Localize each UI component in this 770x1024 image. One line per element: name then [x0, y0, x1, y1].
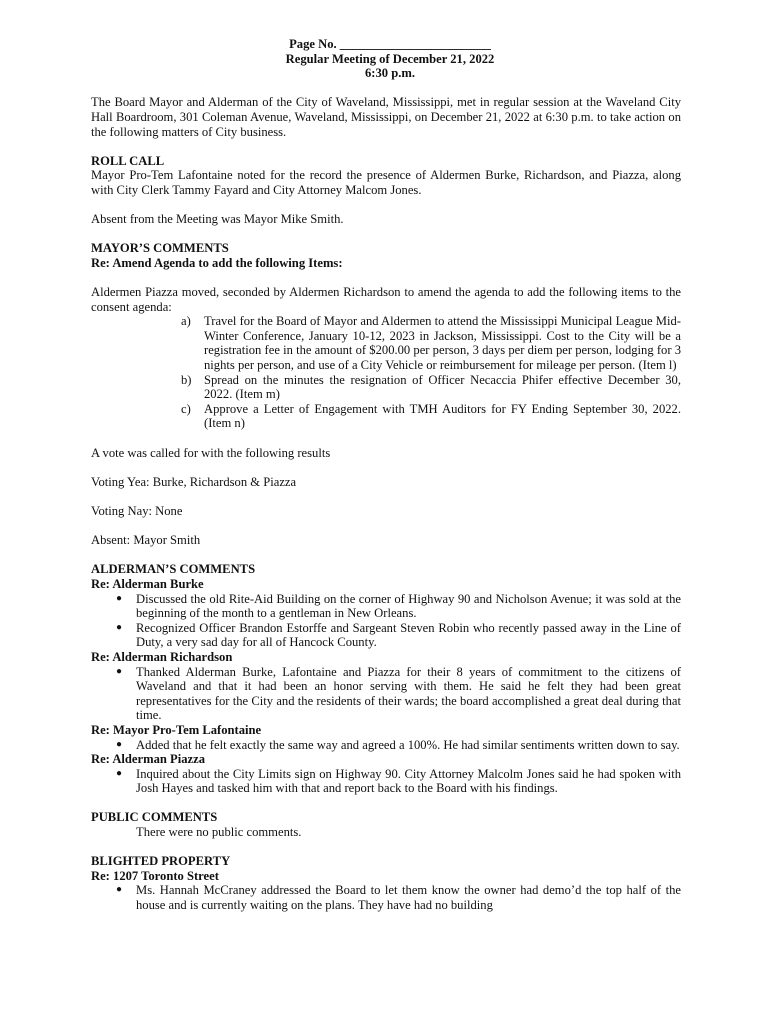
vote-called-text: A vote was called for with the following results [91, 445, 331, 460]
bullet-icon: ● [116, 767, 123, 779]
mayors-comments-heading: MAYOR’S COMMENTS [91, 241, 229, 256]
intro-paragraph: The Board Mayor and Alderman of the City of Waveland, Mississippi, met in regular session at the Waveland City Hall Boardroom, 301 Coleman Avenue, Waveland, Mississippi, on December 21, 2022 at 6:30 p.m. to take action on the following matters of City business. [91, 95, 681, 139]
list-marker: c) [181, 401, 191, 416]
lafontaine-re: Re: Mayor Pro-Tem Lafontaine [91, 722, 262, 737]
piazza-list [91, 767, 681, 796]
burke-list [91, 592, 681, 650]
list-item-text: Recognized Officer Brandon Estorffe and Sargeant Steven Robin who recently passed away in the Line of Duty, a very sad day for all of Hancock County. [136, 620, 681, 650]
document-content [91, 37, 681, 913]
richardson-list [91, 665, 681, 723]
blighted-property-list [91, 883, 681, 912]
bullet-icon: ● [116, 621, 123, 633]
page-header [91, 37, 681, 81]
public-comments-text: There were no public comments. [136, 825, 302, 840]
bullet-icon: ● [116, 884, 123, 896]
list-item [116, 664, 681, 723]
richardson-re: Re: Alderman Richardson [91, 649, 233, 664]
roll-call-absent: Absent from the Meeting was Mayor Mike Smith. [91, 212, 344, 227]
list-marker: b) [181, 372, 192, 387]
voting-absent: Absent: Mayor Smith [91, 533, 201, 548]
list-item [181, 314, 681, 373]
list-item-text: Travel for the Board of Mayor and Aldermen to attend the Mississippi Municipal League Mid-Winter Conference, January 10-12, 2023 in Jackson, Mississippi. Cost to the City will be a registration fee in the amount of $200.00 per person, 3 days per diem per person, lodging for 3 nights per person, and use of a City Vehicle or reimbursement for mileage per person. (Item l) [204, 314, 681, 373]
voting-yea: Voting Yea: Burke, Richardson & Piazza [91, 474, 297, 489]
meeting-title: Regular Meeting of December 21, 2022 [285, 51, 495, 66]
blighted-property-heading: BLIGHTED PROPERTY [91, 854, 231, 869]
list-item [116, 883, 681, 913]
blighted-property-re: Re: 1207 Toronto Street [91, 868, 219, 883]
list-item [116, 766, 681, 796]
page-number: Page No. ________________________ [289, 37, 491, 51]
list-item-text: Ms. Hannah McCraney addressed the Board to let them know the owner had demo’d the top half of the house and is currently waiting on the plans. They have had no building [136, 883, 681, 913]
list-item-text: Thanked Alderman Burke, Lafontaine and Piazza for their 8 years of commitment to the citizens of Waveland and that it had been an honor serving with them. He said he felt they had been great representatives for the City and the residents of their wards; the board accomplished a great deal during that time. [136, 664, 681, 723]
mayors-comments-re: Re: Amend Agenda to add the following Items: [91, 255, 343, 270]
roll-call-text: Mayor Pro-Tem Lafontaine noted for the record the presence of Aldermen Burke, Richardson, and Piazza, along with City Clerk Tammy Fayard and City Attorney Malcom Jones. [91, 168, 681, 197]
roll-call-heading: ROLL CALL [91, 153, 165, 168]
list-item [181, 372, 681, 402]
list-item-text: Added that he felt exactly the same way and agreed a 100%. He had similar sentiments written down to say. [136, 737, 680, 752]
bullet-icon: ● [116, 592, 123, 604]
list-item-text: Spread on the minutes the resignation of Officer Necaccia Phifer effective December 30, 2022. (Item m) [204, 372, 681, 402]
bullet-icon: ● [116, 738, 123, 750]
voting-nay: Voting Nay: None [91, 504, 183, 518]
list-item-text: Discussed the old Rite-Aid Building on the corner of Highway 90 and Nicholson Avenue; it was sold at the beginning of the month to a gentleman in New Orleans. [136, 591, 681, 621]
lafontaine-list [91, 738, 681, 753]
list-item [181, 401, 681, 431]
amend-agenda-text: Aldermen Piazza moved, seconded by Aldermen Richardson to amend the agenda to add the following items to the consent agenda: [91, 285, 681, 314]
meeting-time: 6:30 p.m. [364, 66, 416, 81]
piazza-re: Re: Alderman Piazza [91, 752, 206, 767]
list-marker: a) [181, 314, 191, 329]
list-item [116, 620, 681, 650]
list-item-text: Approve a Letter of Engagement with TMH Auditors for FY Ending September 30, 2022. (Item n) [204, 401, 681, 431]
bullet-icon: ● [116, 665, 123, 677]
list-item-text: Inquired about the City Limits sign on Highway 90. City Attorney Malcolm Jones said he had spoken with Josh Hayes and tasked him with that and report back to the Board with his findings. [136, 766, 681, 796]
amend-agenda-list [91, 314, 681, 431]
aldermans-comments-heading: ALDERMAN’S COMMENTS [91, 562, 256, 577]
burke-re: Re: Alderman Burke [91, 576, 204, 591]
list-item [116, 591, 681, 621]
list-item [116, 737, 681, 753]
public-comments-heading: PUBLIC COMMENTS [91, 810, 218, 825]
